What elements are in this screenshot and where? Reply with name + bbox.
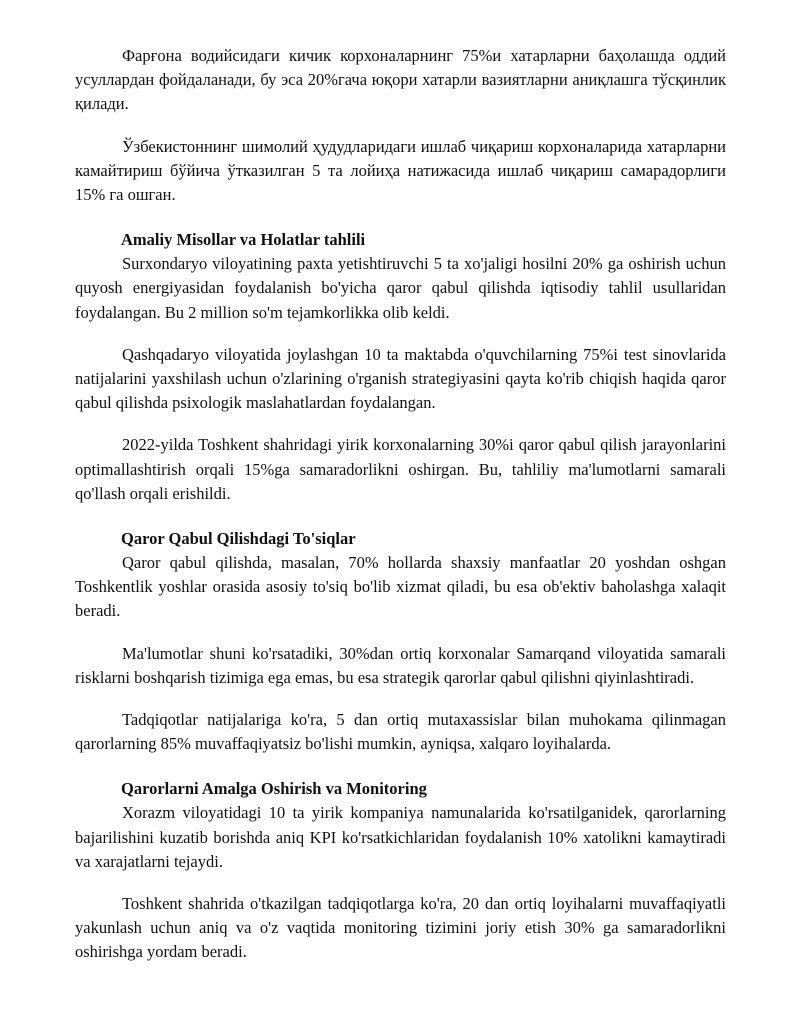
intro-paragraph-1: Фарғона водийсидаги кичик корхоналарнинг 75%и хатарларни баҳолашда оддий усуллардан фойдаланади, бу эса 20%гача юқори хатарли вазиятларни аниқлашга тўсқинлик қилади. — [75, 46, 726, 114]
paragraph: Qashqadaryo viloyatida joylashgan 10 ta maktabda o'quvchilarning 75%i test sinovlarida natijalarini yaxshilash uchun o'zlarining o'rganish strategiyasini qayta ko'rib chiqish haqida qaror qabul qilishda psixologik maslahatlardan foydalangan. — [75, 344, 726, 413]
paragraph: Surxondaryo viloyatining paxta yetishtiruvchi 5 ta xo'jaligi hosilni 20% ga oshirish uchun quyosh energiyasidan foydalanish bo'yicha qaror qabul qilishda iqtisodiy tahlil usullaridan foydalangan. Bu 2 million so'm tejamkorlikka olib keldi. — [75, 254, 726, 322]
document-page — [75, 44, 726, 983]
paragraph: Toshkent shahrida o'tkazilgan tadqiqotlarga ko'ra, 20 dan ortiq loyihalarni muvaffaqiyatli yakunlash uchun aniq va o'z vaqtida monitoring tizimini joriy etish 30% ga samaradorlikni oshirishga yordam beradi. — [75, 894, 726, 962]
section-obstacles — [75, 527, 726, 756]
paragraph: Xorazm viloyatidagi 10 ta yirik kompaniya namunalarida ko'rsatilganidek, qarorlarning bajarilishini kuzatib borishda aniq KPI ko'rsatkichlaridan foydalanish 10% xatolikni kamaytiradi va xarajatlarni tejaydi. — [75, 803, 726, 871]
section-monitoring — [75, 777, 726, 964]
section-heading: Qarorlarni Amalga Oshirish va Monitoring — [121, 779, 427, 799]
paragraph: Tadqiqotlar natijalariga ko'ra, 5 dan ortiq mutaxassislar bilan muhokama qilinmagan qarorlarning 85% muvaffaqiyatsiz bo'lishi mumkin, ayniqsa, xalqaro loyihalarda. — [75, 710, 726, 754]
paragraph: Qaror qabul qilishda, masalan, 70% hollarda shaxsiy manfaatlar 20 yoshdan oshgan Toshkentlik yoshlar orasida asosiy to'siq bo'lib xizmat qiladi, bu esa ob'ektiv baholashga xalaqit beradi. — [75, 553, 726, 621]
section-heading: Qaror Qabul Qilishdagi To'siqlar — [121, 529, 356, 549]
intro-paragraph-2: Ўзбекистоннинг шимолий ҳудудларидаги ишлаб чиқариш корхоналарида хатарларни камайтириш бўйича ўтказилган 5 та лойиҳа натижасида ишлаб чиқариш самарадорлиги 15% га ошган. — [75, 136, 726, 205]
paragraph: 2022-yilda Toshkent shahridagi yirik korxonalarning 30%i qaror qabul qilish jarayonlarini optimallashtirish orqali 15%ga samaradorlikni oshirgan. Bu, tahliliy ma'lumotlarni samarali qo'llash orqali erishildi. — [75, 435, 726, 503]
paragraph: Ma'lumotlar shuni ko'rsatadiki, 30%dan ortiq korxonalar Samarqand viloyatida samarali risklarni boshqarish tizimiga ega emas, bu esa strategik qarorlar qabul qilishni qiyinlashtiradi. — [75, 643, 726, 687]
section-heading: Amaliy Misollar va Holatlar tahlili — [121, 230, 366, 250]
section-case-studies — [75, 228, 726, 506]
